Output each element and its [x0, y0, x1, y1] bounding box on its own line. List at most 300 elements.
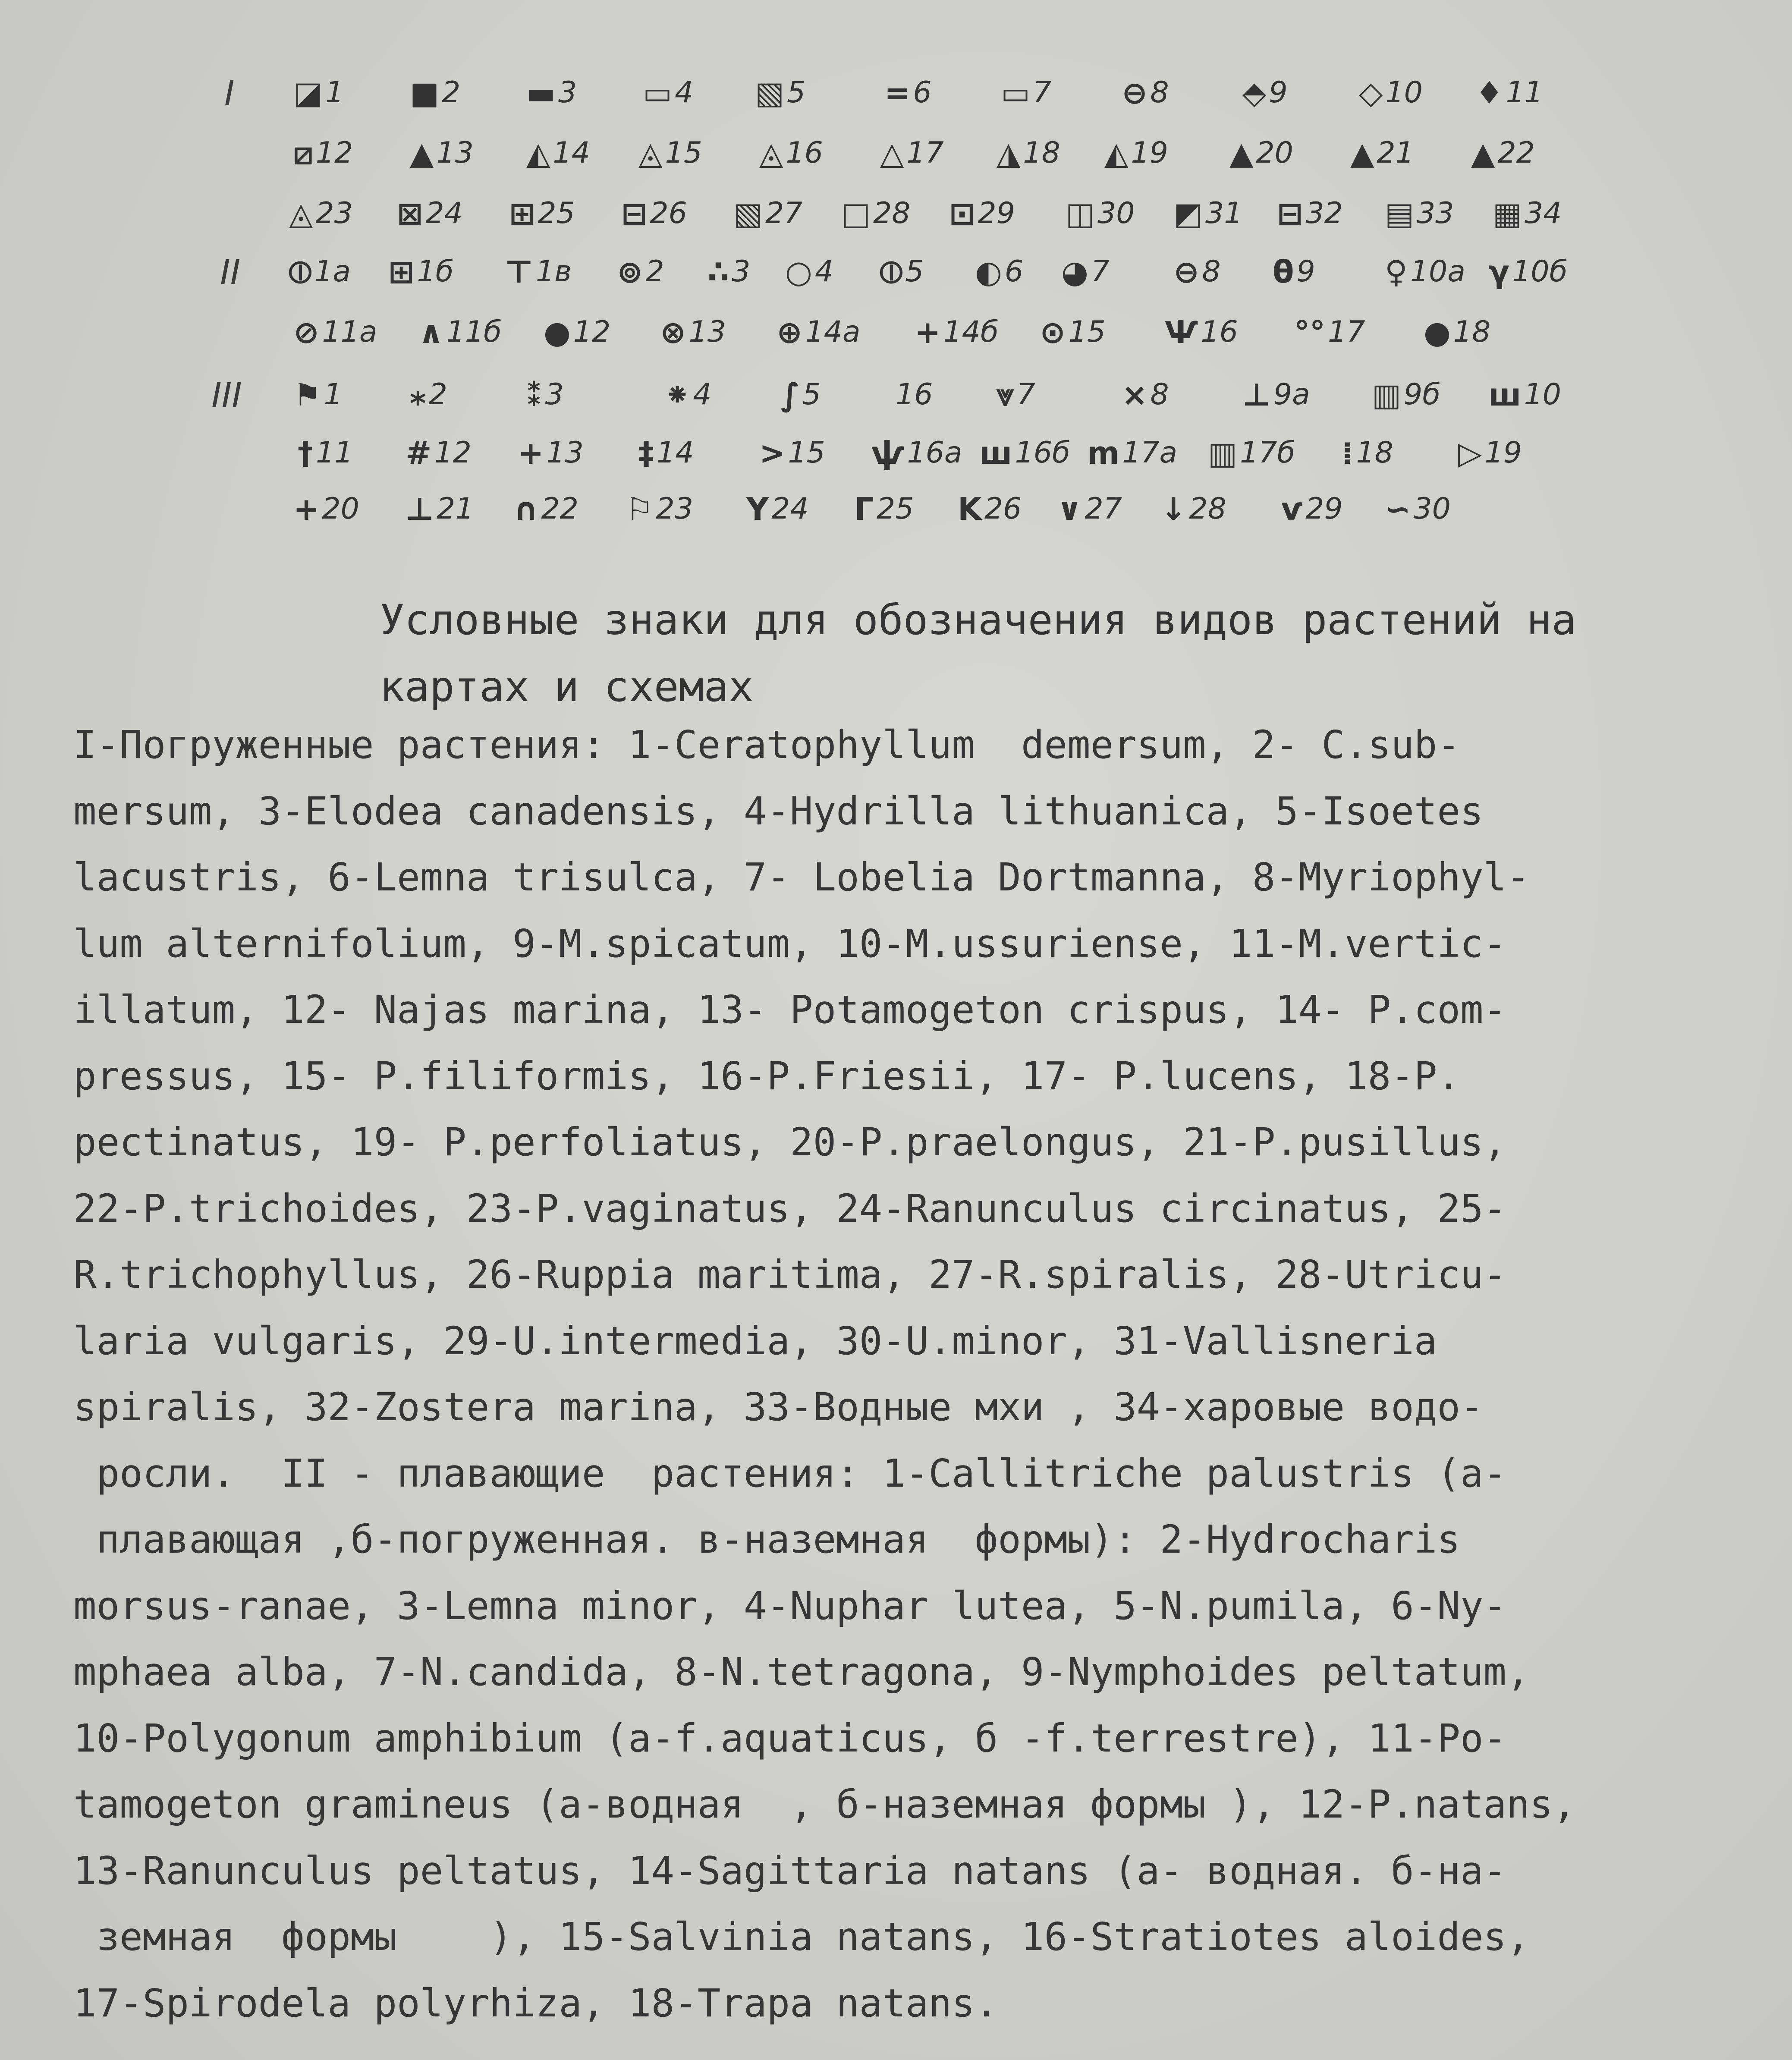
- asterisk-hook-icon: ⁑: [526, 377, 543, 413]
- text-line: spiralis, 32-Zostera marina, 33-Водные мхи , 34-харовые водо-: [73, 1384, 1484, 1429]
- band-circle-icon: ⊖: [1173, 254, 1200, 290]
- legend-symbol-number: 10: [1385, 75, 1423, 110]
- legend-symbol-number: 20: [322, 492, 359, 526]
- legend-row: [0, 69, 1792, 121]
- dark-triangle-icon: ▲: [1350, 135, 1374, 171]
- legend-symbol-number: 1в: [535, 255, 572, 289]
- x-square-icon: ⊠: [397, 195, 423, 232]
- legend-symbol-number: 7: [1033, 75, 1052, 110]
- legend-symbol-number: 21: [1377, 136, 1414, 170]
- v-stem-icon: ѱ: [871, 435, 905, 471]
- hatched-rect-icon: ▤: [1385, 195, 1415, 232]
- small-circles-icon: °°: [1294, 314, 1325, 350]
- plus-mark-icon: +: [915, 314, 941, 350]
- legend-row: [0, 429, 1792, 481]
- legend-symbol-number: 1: [325, 75, 344, 110]
- asterisk-tall-icon: ⁕: [664, 377, 691, 413]
- bar-square-icon: ⊟: [1277, 195, 1303, 232]
- legend-symbol: [880, 248, 924, 296]
- legend-symbol-number: 18: [1356, 436, 1393, 470]
- legend-symbol-number: 32: [1305, 196, 1343, 230]
- legend-row: [0, 129, 1792, 181]
- slashed-filled-circle-icon: ●: [1424, 314, 1451, 350]
- text-line: tamogeton gramineus (а-водная , б-наземная формы ), 12-P.natans,: [73, 1782, 1576, 1827]
- legend-symbol-number: 16: [786, 136, 823, 170]
- text-line: laria vulgaris, 29-U.intermedia, 30-U.minor, 31-Vallisneria: [73, 1318, 1437, 1363]
- check-icon: ∨: [1057, 491, 1082, 527]
- hatched-bar-icon: ▭: [643, 75, 673, 111]
- legend-symbol: [958, 485, 1022, 533]
- legend-symbol-number: 20: [1256, 136, 1293, 170]
- legend-symbol: [1277, 190, 1343, 237]
- v-stem-small-icon: ѵ: [1281, 491, 1303, 527]
- text-line: lum alternifolium, 9-M.spicatum, 10-M.ussuriense, 11-M.vertic-: [73, 921, 1507, 966]
- x-circle-icon: ⊗: [660, 314, 686, 350]
- legend-symbol: [544, 308, 610, 356]
- legend-symbol-number: 5: [787, 75, 806, 110]
- legend-symbol-number: 19: [1484, 436, 1522, 470]
- legend-symbol: [1488, 248, 1568, 296]
- line-square-icon: ⊟: [621, 195, 648, 232]
- text-line: mersum, 3-Elodea canadensis, 4-Hydrilla lithuanica, 5-Isoetes: [73, 788, 1484, 833]
- legend-symbol: [293, 485, 359, 533]
- legend-symbol: [893, 371, 933, 418]
- legend-symbol-number: 9: [1296, 255, 1315, 289]
- hatched-square-icon: ▧: [733, 195, 763, 232]
- legend-symbol-number: 11a: [322, 315, 377, 349]
- text-line: 10-Polygonum amphibium (a-f.aquaticus, б -f.terrestre), 11-Po-: [73, 1715, 1507, 1761]
- open-triangle-icon: △: [880, 135, 904, 171]
- triangle-right-icon: ▷: [1458, 435, 1482, 471]
- legend-symbol: [638, 429, 694, 477]
- comb-block-icon: ▥: [1372, 377, 1402, 413]
- legend-symbol-number: 4: [675, 75, 694, 110]
- pillar-square-icon: ◫: [1066, 195, 1095, 232]
- double-circle-icon: ⊚: [617, 254, 643, 290]
- open-diamond-icon: ◇: [1359, 75, 1383, 111]
- legend-symbol-number: 24: [771, 492, 809, 526]
- legend-symbol-number: 4: [814, 255, 834, 289]
- legend-symbol: [1488, 371, 1561, 418]
- legend-symbol: [949, 190, 1015, 237]
- legend-symbol: [733, 190, 803, 237]
- caption-line-1: Условные знаки для обозначения видов растений на: [380, 596, 1577, 644]
- species-list-text: [73, 712, 1756, 2036]
- half-triangle-icon: ◭: [1104, 135, 1129, 171]
- legend-symbol-number: 31: [1205, 196, 1243, 230]
- legend-symbol: [1273, 248, 1315, 296]
- legend-symbol: [526, 371, 564, 418]
- legend-symbol-number: 6: [1004, 255, 1024, 289]
- hatched-triangle-icon: ◭: [526, 135, 550, 171]
- legend-row: [0, 248, 1792, 300]
- text-line: mphaea alba, 7-N.candida, 8-N.tetragona, 9-Nymphoides peltatum,: [73, 1649, 1530, 1694]
- legend-symbol: [1061, 248, 1110, 296]
- plus-plus-icon: +: [518, 435, 544, 471]
- legend-symbol-number: 33: [1417, 196, 1454, 230]
- legend-symbol-number: 28: [873, 196, 911, 230]
- legend-symbol: [884, 69, 932, 116]
- legend-symbol: [1040, 308, 1106, 356]
- crossed-bar-icon: ▧: [755, 75, 785, 111]
- v-comb-icon: ш: [979, 435, 1012, 471]
- legend-symbol: [289, 190, 353, 237]
- dot-square-icon: ⊡: [949, 195, 975, 232]
- text-line: росли. II - плавающие растения: 1-Callitriche palustris (a-: [73, 1450, 1507, 1496]
- legend-symbol: [997, 129, 1060, 177]
- stem-triangle-icon: ◬: [289, 195, 313, 232]
- legend-symbol-number: 23: [315, 196, 353, 230]
- legend-symbol-number: 3: [558, 75, 577, 110]
- dagger-icon: †: [298, 435, 313, 471]
- legend-symbol: [513, 485, 578, 533]
- legend-symbol-number: 22: [541, 492, 578, 526]
- legend-symbol-number: 11: [316, 436, 353, 470]
- double-dagger-icon: ‡: [638, 435, 654, 471]
- text-line: 17-Spirodela polyrhiza, 18-Trapa natans.: [73, 1980, 998, 2025]
- line-circle-icon: ⦶: [880, 254, 903, 290]
- legend-symbol: [1057, 485, 1122, 533]
- legend-symbol: [1424, 308, 1490, 356]
- legend-symbol-number: 30: [1097, 196, 1135, 230]
- arches-box-icon: ▥: [1208, 435, 1238, 471]
- legend-symbol: [509, 190, 575, 237]
- legend-symbol: [293, 69, 344, 116]
- legend-symbol-number: 16: [896, 377, 933, 412]
- legend-symbol-number: 13: [546, 436, 584, 470]
- legend-symbol-number: 17: [1328, 315, 1365, 349]
- legend-symbol: [293, 308, 377, 356]
- text-line: 13-Ranunculus peltatus, 14-Sagittaria natans (a- водная. б-на-: [73, 1848, 1507, 1893]
- dense-rect-icon: ▦: [1493, 195, 1522, 232]
- legend-symbol-number: 15: [1068, 315, 1106, 349]
- legend-symbol: [707, 248, 750, 296]
- legend-symbol-number: 30: [1413, 492, 1451, 526]
- legend-symbol: [621, 190, 687, 237]
- arch-icon: ∩: [513, 491, 539, 527]
- legend-symbol: [289, 248, 351, 296]
- legend-symbol: [1173, 190, 1243, 237]
- legend-symbol: [518, 429, 584, 477]
- dots-icon: ∴: [707, 254, 729, 290]
- bar-pair-icon: ⁞: [1342, 435, 1354, 471]
- legend-row: [0, 485, 1792, 537]
- legend-symbol: [1294, 308, 1365, 356]
- hook-icon: γ: [1488, 254, 1510, 290]
- legend-symbol: [410, 371, 447, 418]
- legend-symbol: [1122, 69, 1169, 116]
- legend-symbol-number: 12: [434, 436, 472, 470]
- legend-symbol-number: 34: [1525, 196, 1562, 230]
- theta-circle-icon: θ: [1273, 254, 1294, 290]
- legend-symbol-number: 5: [802, 377, 821, 412]
- legend-symbol: [1493, 190, 1562, 237]
- legend-symbol: [293, 129, 353, 177]
- asterisk-stem-icon: ⁎: [410, 377, 426, 413]
- legend-row: [0, 371, 1792, 423]
- plus-square-icon: ⊞: [509, 195, 535, 232]
- legend-symbol: [975, 248, 1023, 296]
- legend-symbol-number: 10a: [1410, 255, 1465, 289]
- legend-symbol-number: 14б: [943, 315, 999, 349]
- legend-symbol: [406, 429, 472, 477]
- stem-circle-icon: ⦶: [289, 254, 312, 290]
- bold-triangle-icon: ▲: [1471, 135, 1495, 171]
- slashed-circle-icon: ⊘: [293, 314, 320, 350]
- legend-symbol: [1087, 429, 1177, 477]
- legend-symbol-number: 27: [1085, 492, 1122, 526]
- legend-symbol: [1165, 308, 1238, 356]
- split-triangle-icon: ◮: [997, 135, 1021, 171]
- legend-symbol: [1359, 69, 1423, 116]
- legend-symbol: [871, 429, 962, 477]
- legend-symbol: [643, 69, 693, 116]
- legend-symbol-number: 10б: [1512, 255, 1568, 289]
- legend-symbol: [759, 129, 823, 177]
- legend-symbol-number: 21: [436, 492, 474, 526]
- legend-symbol: [617, 248, 664, 296]
- legend-symbol-number: 14: [553, 136, 590, 170]
- legend-symbol: [1475, 69, 1543, 116]
- legend-symbol-number: 25: [538, 196, 575, 230]
- legend-symbol-number: 18: [1023, 136, 1060, 170]
- comb-icon: ш: [1488, 377, 1522, 413]
- legend-symbol-number: 15: [788, 436, 825, 470]
- caption-line-2: картах и схемах: [380, 663, 754, 711]
- legend-symbol-number: 18: [1453, 315, 1491, 349]
- comb-low-icon: ⊥: [1242, 377, 1271, 413]
- theta-diamond-icon: ⊖: [1122, 75, 1148, 111]
- legend-symbol: [626, 485, 693, 533]
- legend-symbol: [410, 69, 460, 116]
- solid-triangle-icon: ▲: [1229, 135, 1254, 171]
- legend-symbol: [1350, 129, 1414, 177]
- legend-symbol-number: 27: [765, 196, 803, 230]
- legend-symbol: [759, 429, 825, 477]
- text-line: pectinatus, 19- P.perfoliatus, 20-P.praelongus, 21-P.pusillus,: [73, 1120, 1507, 1164]
- legend-symbol: [1160, 485, 1226, 533]
- quarter-circle-icon: ◕: [1061, 254, 1088, 290]
- legend-group-label: I: [224, 73, 235, 113]
- legend-symbol: [1458, 429, 1522, 477]
- legend-symbol: [781, 371, 821, 418]
- trident-icon: Ѱ: [1165, 314, 1198, 350]
- open-circle-icon: ○: [785, 254, 812, 290]
- legend-symbol: [1242, 371, 1310, 418]
- legend-symbol: [1385, 248, 1465, 296]
- legend-symbol: [418, 308, 502, 356]
- dotted-triangle-icon: ◬: [759, 135, 783, 171]
- tilde-icon: ∽: [1385, 491, 1411, 527]
- legend-symbol: [1385, 485, 1451, 533]
- legend-symbol-number: 8: [1150, 377, 1169, 412]
- legend-symbol-number: 12: [573, 315, 611, 349]
- legend-symbol-number: 16: [1201, 315, 1238, 349]
- legend-symbol-number: 10: [1524, 377, 1561, 412]
- text-line: illatum, 12- Najas marina, 13- Potamogeton crispus, 14- P.com-: [73, 987, 1507, 1032]
- legend-symbol-number: 17б: [1240, 436, 1295, 470]
- legend-symbol-number: 26: [650, 196, 687, 230]
- legend-symbol: [406, 485, 474, 533]
- legend-symbol-number: 13: [436, 136, 474, 170]
- y-fork-icon: Y: [746, 491, 769, 527]
- legend-symbol-number: 2: [428, 377, 447, 412]
- pin-circle-icon: ♀: [1385, 254, 1408, 290]
- legend-symbol: [1342, 429, 1393, 477]
- legend-symbol-number: 11: [1506, 75, 1544, 110]
- legend-symbol: [854, 485, 914, 533]
- legend-symbol: [638, 129, 702, 177]
- legend-symbol: [1471, 129, 1535, 177]
- legend-symbol: [526, 129, 590, 177]
- legend-symbol: [880, 129, 944, 177]
- text-line: morsus-ranae, 3-Lemna minor, 4-Nuphar lutea, 5-N.pumila, 6-Ny-: [73, 1583, 1507, 1628]
- legend-symbol: [785, 248, 833, 296]
- legend-symbol: [979, 429, 1070, 477]
- legend-symbol: [664, 371, 712, 418]
- flag-right-icon: ⚐: [626, 491, 654, 527]
- open-square-icon: □: [841, 195, 871, 232]
- gamma-icon: Г: [854, 491, 874, 527]
- legend-symbol: [1173, 248, 1221, 296]
- legend-symbol-number: 3: [732, 255, 751, 289]
- open-bar-icon: ▭: [1001, 75, 1031, 111]
- legend-symbol-number: 6: [913, 75, 932, 110]
- double-line-icon: =: [884, 75, 911, 111]
- legend-symbol-number: 19: [1131, 136, 1168, 170]
- chevron-right-icon: >: [759, 435, 786, 471]
- legend-group-label: III: [211, 375, 242, 415]
- legend-symbol-number: 9a: [1273, 377, 1310, 412]
- text-line: pressus, 15- P.filiformis, 16-P.Friesii, 17- P.lucens, 18-P.: [73, 1053, 1460, 1098]
- legend-symbol: [1104, 129, 1168, 177]
- half-filled-diamond-icon: ⬘: [1242, 75, 1267, 111]
- dot-circle-icon: ⊙: [1040, 314, 1066, 350]
- legend-symbol: [841, 190, 911, 237]
- corner-square-icon: ◩: [1173, 195, 1203, 232]
- legend-symbol: [997, 371, 1035, 418]
- hooked-line-icon: ∫: [781, 377, 800, 413]
- legend-row: [0, 190, 1792, 242]
- legend-symbol: [526, 69, 577, 116]
- legend-caption: [380, 587, 1695, 720]
- legend-symbol-number: 16a: [907, 436, 962, 470]
- legend-symbol: [505, 248, 572, 296]
- legend-symbol: [755, 69, 805, 116]
- legend-symbol-number: 15: [665, 136, 702, 170]
- legend-symbol-number: 1: [324, 377, 343, 412]
- legend-symbol-number: 25: [876, 492, 914, 526]
- hash-icon: #: [406, 435, 432, 471]
- k-flag-icon: K: [958, 491, 982, 527]
- legend-symbol-number: 7: [1016, 377, 1035, 412]
- plus-small-icon: +: [293, 491, 320, 527]
- legend-symbol-number: 3: [545, 377, 564, 412]
- legend-symbol-number: 8: [1150, 75, 1169, 110]
- legend-group-label: II: [220, 252, 241, 292]
- legend-symbol-number: 28: [1189, 492, 1226, 526]
- legend-symbol-number: 13: [689, 315, 726, 349]
- legend-symbol: [1208, 429, 1295, 477]
- double-v-icon: ⩔: [997, 377, 1014, 413]
- legend-symbol-number: 7: [1091, 255, 1110, 289]
- legend-symbol-number: 17: [906, 136, 944, 170]
- legend-symbol: [746, 485, 809, 533]
- legend-symbol: [1372, 371, 1440, 418]
- legend-symbol-number: 2: [442, 75, 461, 110]
- text-line: плавающая ,б-погруженная. в-наземная формы): 2-Hydrocharis: [73, 1517, 1460, 1562]
- filled-triangle-icon: ▲: [410, 135, 434, 171]
- legend-symbol-number: 5: [905, 255, 924, 289]
- legend-symbol: [1001, 69, 1051, 116]
- legend-symbol: [397, 190, 463, 237]
- text-line: R.trichophyllus, 26-Ruppia maritima, 27-R.spiralis, 28-Utricu-: [73, 1252, 1507, 1297]
- cross-icon: ×: [1122, 377, 1148, 413]
- legend-symbol-number: 1б: [417, 255, 454, 289]
- legend-row: [0, 308, 1792, 360]
- legend-symbol-number: 29: [1305, 492, 1343, 526]
- crossed-triangle-icon: ◬: [638, 135, 663, 171]
- half-circle-icon: ◐: [975, 254, 1002, 290]
- slashed-square-icon: ⧄: [293, 135, 313, 171]
- legend-symbol: [1229, 129, 1293, 177]
- filled-corner-square-icon: ◪: [293, 75, 323, 111]
- caret-icon: ∧: [418, 314, 444, 350]
- filled-circle-icon: ●: [544, 314, 571, 350]
- text-line: lacustris, 6-Lemna trisulca, 7- Lobelia Dortmanna, 8-Myriophyl-: [73, 855, 1530, 899]
- down-arrow-icon: ↓: [1160, 491, 1187, 527]
- legend-symbol: [1242, 69, 1288, 116]
- stem-square-icon: ⊞: [388, 254, 415, 290]
- legend-symbol-number: 4: [693, 377, 712, 412]
- legend-symbol: [777, 308, 861, 356]
- cross-circle-icon: ⊕: [777, 314, 803, 350]
- legend-symbol: [915, 308, 999, 356]
- legend-symbol: [410, 129, 474, 177]
- legend-symbol: [388, 248, 454, 296]
- legend-symbol-number: 22: [1497, 136, 1535, 170]
- filled-square-icon: ■: [410, 75, 440, 111]
- diamond-stem-icon: ♦: [1475, 75, 1503, 111]
- legend-symbol-number: 8: [1202, 255, 1221, 289]
- legend-symbol-number: 1a: [314, 255, 351, 289]
- legend-symbol: [1066, 190, 1135, 237]
- legend-symbol-number: 11б: [446, 315, 502, 349]
- legend-symbol: [1122, 371, 1169, 418]
- legend-symbol-number: 17a: [1122, 436, 1178, 470]
- legend-symbol: [1281, 485, 1343, 533]
- flag-icon: ⚑: [293, 377, 321, 413]
- legend-symbol-number: 16б: [1015, 436, 1070, 470]
- legend-symbol-number: 12: [315, 136, 353, 170]
- text-line: 22-P.trichoides, 23-P.vaginatus, 24-Ranunculus circinatus, 25-: [73, 1186, 1507, 1231]
- legend-symbol-number: 2: [645, 255, 664, 289]
- down-tack-icon: ⊥: [406, 491, 434, 527]
- legend-symbol: [660, 308, 726, 356]
- t-mark-icon: ⊤: [505, 254, 533, 290]
- legend-symbol-number: 23: [656, 492, 694, 526]
- text-line: I-Погруженные растения: 1-Ceratophyllum demersum, 2- C.sub-: [73, 722, 1460, 767]
- legend-symbol-number: 14a: [805, 315, 861, 349]
- legend-symbol: [298, 429, 353, 477]
- legend-symbol-number: 14: [657, 436, 694, 470]
- text-line: земная формы ), 15-Salvinia natans, 16-Stratiotes aloides,: [73, 1914, 1530, 1959]
- legend-symbol-number: 9б: [1404, 377, 1441, 412]
- filled-bar-icon: ▬: [526, 75, 556, 111]
- legend-symbol-number: 24: [425, 196, 463, 230]
- legend-symbol-number: 29: [978, 196, 1015, 230]
- arches-icon: ⅿ: [1087, 435, 1120, 471]
